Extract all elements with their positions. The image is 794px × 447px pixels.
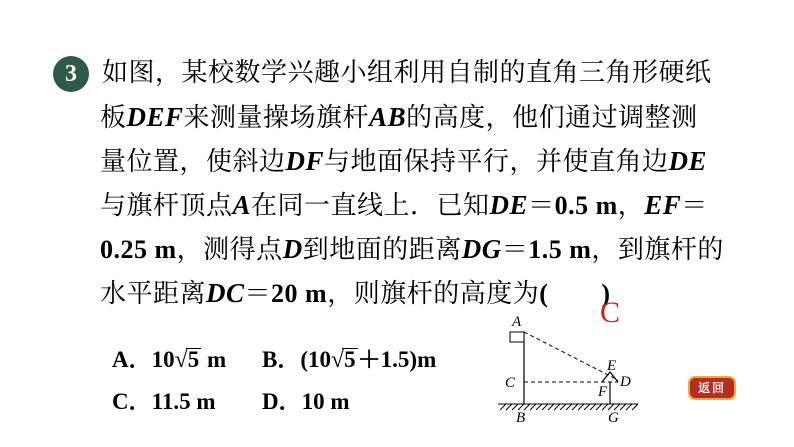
problem-line-3 bbox=[100, 146, 707, 177]
equals: ＝ bbox=[528, 191, 555, 221]
equals: ＝ bbox=[681, 191, 708, 221]
value-ef: 0.25 m bbox=[100, 235, 177, 264]
text: 与旗杆顶点 bbox=[100, 191, 233, 221]
text: ，则旗杆的高度为 bbox=[327, 279, 540, 309]
point-a: A bbox=[232, 190, 252, 220]
sqrt-icon: √ bbox=[174, 347, 188, 373]
option-a[interactable] bbox=[112, 347, 226, 373]
back-button[interactable]: 返回 bbox=[688, 376, 736, 400]
problem-line-2 bbox=[100, 102, 698, 133]
segment-dc: DC bbox=[206, 278, 245, 308]
value-de: 0.5 m bbox=[554, 191, 618, 220]
problem-line-6 bbox=[100, 278, 611, 309]
text: 量位置，使斜边 bbox=[100, 147, 286, 177]
answer-mark: C bbox=[600, 296, 621, 329]
value-dg: 1.5 m bbox=[528, 235, 592, 264]
label-e: E bbox=[607, 358, 617, 374]
radicand: 5 bbox=[187, 347, 200, 372]
segment-ef: EF bbox=[644, 190, 682, 220]
value-dc: 20 m bbox=[271, 279, 328, 308]
option-b-prefix: B．(10 bbox=[262, 347, 331, 372]
problem-line-5 bbox=[100, 234, 724, 265]
option-b-suffix: ＋1.5)m bbox=[357, 347, 437, 372]
option-d[interactable]: D．10 m bbox=[262, 389, 350, 414]
label-c: C bbox=[505, 375, 516, 391]
geometry-figure bbox=[488, 310, 648, 447]
option-c[interactable]: C．11.5 m bbox=[112, 389, 216, 414]
text: 到地面的距离 bbox=[302, 235, 462, 265]
sqrt-icon: √ bbox=[331, 347, 345, 373]
segment-ab: AB bbox=[369, 102, 407, 132]
sight-line-ad bbox=[524, 332, 618, 380]
label-g: G bbox=[608, 410, 619, 426]
problem-line-4 bbox=[100, 190, 708, 221]
text: 的高度，他们通过调整测 bbox=[406, 103, 698, 133]
segment-de: DE bbox=[668, 146, 708, 176]
equals: ＝ bbox=[244, 279, 272, 309]
text: 在同一直线上．已知 bbox=[251, 191, 490, 221]
question-number-badge: 3 bbox=[53, 56, 89, 92]
text: 与地面保持平行，并使直角边 bbox=[324, 147, 669, 177]
answer-blank: ( ) bbox=[539, 279, 611, 308]
label-f: F bbox=[598, 384, 608, 400]
right-angle-marker-a bbox=[510, 332, 524, 342]
comma: ， bbox=[617, 191, 645, 221]
label-b: B bbox=[516, 410, 526, 426]
problem-line-1: 如图，某校数学兴趣小组利用自制的直角三角形硬纸 bbox=[102, 58, 712, 88]
option-a-prefix: A．10 bbox=[112, 347, 175, 372]
label-d: D bbox=[620, 374, 631, 390]
triangle-def: DEF bbox=[126, 102, 184, 132]
equals: ＝ bbox=[501, 235, 529, 265]
text: ，测得点 bbox=[176, 235, 283, 265]
segment-dg: DG bbox=[461, 234, 502, 264]
point-d: D bbox=[282, 234, 303, 264]
text: ，到旗杆的 bbox=[591, 235, 724, 265]
text: 板 bbox=[100, 103, 127, 133]
text: 来测量操场旗杆 bbox=[183, 103, 370, 133]
text: 水平距离 bbox=[100, 279, 207, 309]
segment-df: DF bbox=[285, 146, 325, 176]
label-a: A bbox=[512, 314, 522, 330]
segment-de: DE bbox=[489, 190, 529, 220]
option-b[interactable] bbox=[262, 347, 436, 373]
option-a-unit: m bbox=[201, 347, 227, 372]
radicand: 5 bbox=[344, 347, 356, 372]
